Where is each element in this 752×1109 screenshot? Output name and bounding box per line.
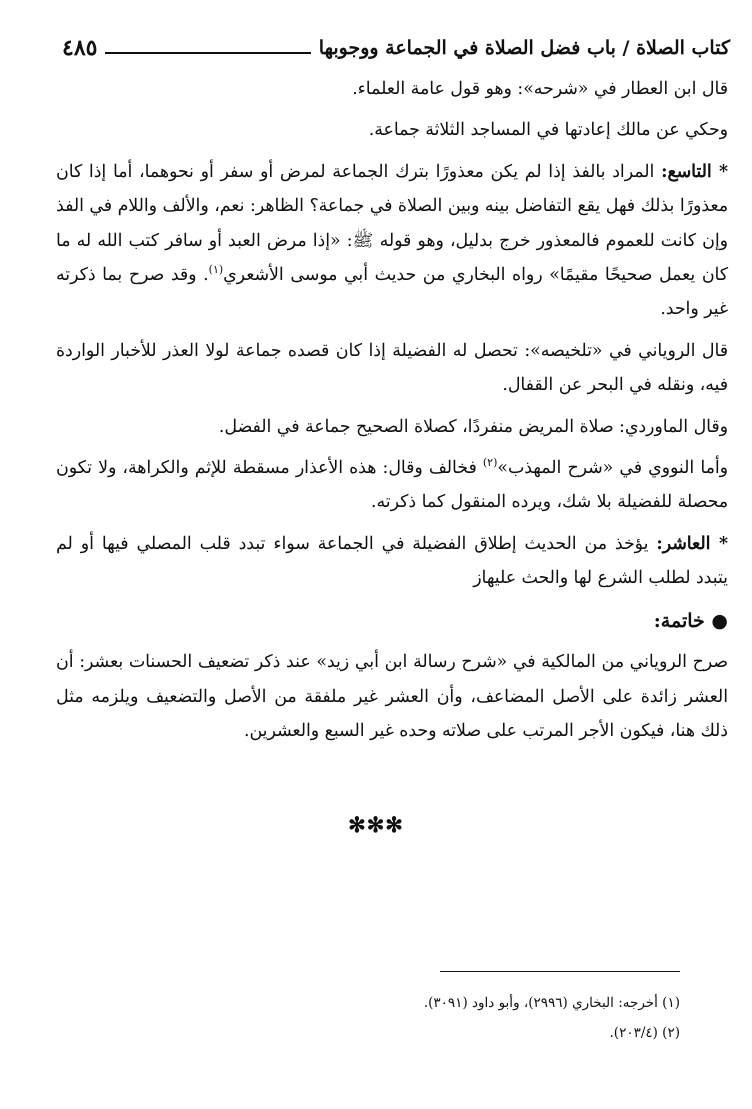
paragraph: قال الروياني في «تلخيصه»: تحصل له الفضيلة إذا كان قصده جماعة لولا العذر للأخبار الواردة فيه، ونقله في البحر عن القفال. <box>56 340 728 396</box>
paragraph: صرح الروياني من المالكية في «شرح رسالة ابن أبي زيد» عند ذكر تضعيف الحسنات بعشر: أن العشر زائدة على الأصل المضاعف، وأن العشر غير ملفقة من الأصل والتضعيف ويلزمه مثل ذلك هنا، فيكون الأجر المرتب على صلاته وحده غير السبع والعشرين. <box>56 652 728 741</box>
paragraph-tenth <box>56 527 728 596</box>
paragraph-nawawi <box>56 451 728 520</box>
paragraph-text: . وقد صرح بما ذكرته غير واحد. <box>56 265 728 320</box>
section-marker: * التاسع: <box>661 161 728 182</box>
paragraph: وحكي عن مالك إعادتها في المساجد الثلاثة جماعة. <box>368 120 728 141</box>
footnotes <box>90 988 680 1048</box>
footnote: (٢) (٢٠٣/٤). <box>609 1025 680 1041</box>
page-number: ٤٨٥ <box>62 35 98 61</box>
paragraph: وقال الماوردي: صلاة المريض منفردًا، كصلاة الصحيح جماعة في الفضل. <box>218 416 728 437</box>
header-rule <box>105 52 310 54</box>
paragraph-text: فخالف وقال: هذه الأعذار مسقطة للإثم والكراهة، ولا تكون محصلة للفضيلة بلا شك، ويرده المنقول كما ذكرته. <box>56 458 728 513</box>
paragraph-text: المراد بالفذ إذا لم يكن معذورًا بترك الجماعة لمرض أو سفر أو نحوهما، أما إذا كان معذورًا بذلك فهل يقع التفاضل بينه وبين الصلاة في جماعة؟ الظاهر: نعم، والألف واللام في الفذ وإن كانت للعموم فالمعذور خرج بدليل، وهو قوله ﷺ: «إذا مرض العبد أو سافر كتب الله له ما كان يعمل صحيحًا مقيمًا» رواه البخاري من حديث أبي موسى الأشعري <box>56 161 729 286</box>
section-heading <box>56 604 728 638</box>
section-heading-text: خاتمة: <box>653 609 705 632</box>
paragraph-text: وأما النووي في «شرح المهذب» <box>497 458 728 479</box>
paragraph-ninth <box>56 155 728 327</box>
running-title: كتاب الصلاة / باب فضل الصلاة في الجماعة ووجوبها <box>318 37 730 59</box>
footnote-ref[interactable]: (١) <box>208 263 224 277</box>
paragraph: قال ابن العطار في «شرحه»: وهو قول عامة العلماء. <box>352 79 728 99</box>
main-text <box>56 72 728 748</box>
page-header <box>62 30 730 66</box>
bullet-icon: ● <box>711 609 728 632</box>
footnote-ref[interactable]: (٢) <box>482 456 498 470</box>
section-separator: ✻✻✻ <box>348 812 404 837</box>
footnote: (١) أخرجه: البخاري (٢٩٩٦)، وأبو داود (٣٠٩١). <box>423 995 680 1011</box>
paragraph-text: يؤخذ من الحديث إطلاق الفضيلة في الجماعة سواء تبدد قلب المصلي فيها أو لم يتبدد لطلب الشرع لها والحث عليهاز <box>56 533 728 589</box>
section-marker: * العاشر: <box>656 533 728 554</box>
footnote-rule <box>440 971 680 972</box>
